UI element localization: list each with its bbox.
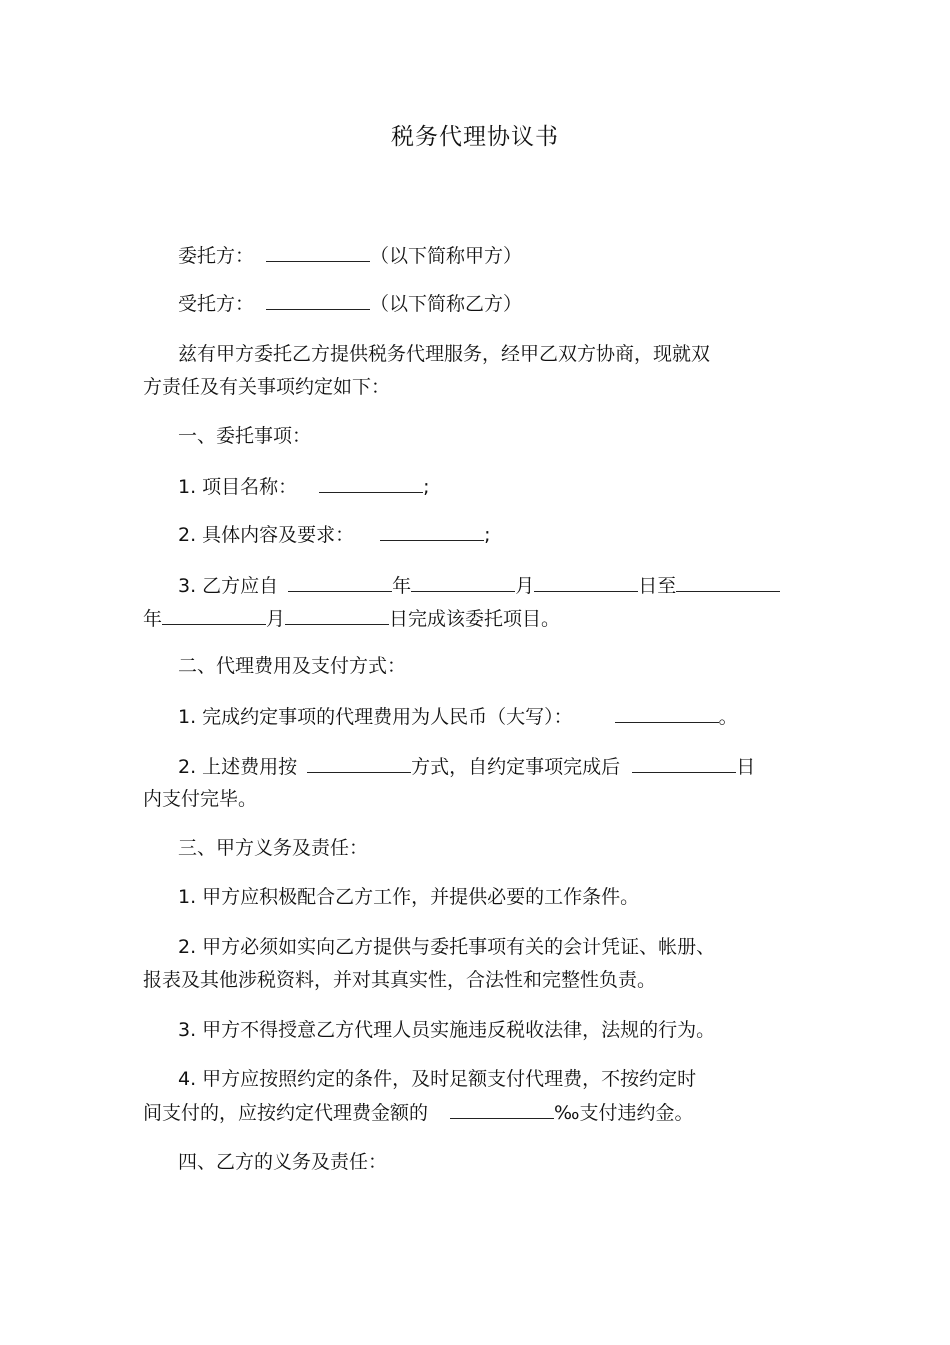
start-day-blank[interactable] bbox=[534, 573, 638, 592]
client-line: 委托方： （以下简称甲方） bbox=[178, 245, 523, 267]
intro-line-1: 兹有甲方委托乙方提供税务代理服务，经甲乙双方协商，现就双 bbox=[178, 343, 711, 365]
content-blank[interactable] bbox=[380, 522, 484, 541]
end-day-blank[interactable] bbox=[285, 606, 389, 625]
start-year-blank[interactable] bbox=[288, 573, 392, 592]
section-3-item-1: 1. 甲方应积极配合乙方工作，并提供必要的工作条件。 bbox=[178, 886, 640, 908]
section-3-item-2-b: 报表及其他涉税资料，并对其真实性，合法性和完整性负责。 bbox=[143, 969, 657, 991]
section-2-item-2-a: 2. 上述费用按 方式，自约定事项完成后 日 bbox=[178, 756, 756, 778]
payment-days-blank[interactable] bbox=[632, 754, 736, 773]
end-month-blank[interactable] bbox=[162, 606, 266, 625]
section-1-item-2: 2. 具体内容及要求： ; bbox=[178, 524, 491, 546]
agent-blank[interactable] bbox=[266, 291, 370, 310]
section-3-item-4-a: 4. 甲方应按照约定的条件，及时足额支付代理费，不按约定时 bbox=[178, 1068, 697, 1090]
project-name-blank[interactable] bbox=[319, 474, 423, 493]
end-year-blank[interactable] bbox=[676, 573, 780, 592]
section-3-item-2-a: 2. 甲方必须如实向乙方提供与委托事项有关的会计凭证、帐册、 bbox=[178, 936, 716, 958]
section-3-item-4-b: 间支付的，应按约定代理费金额的 ‰支付违约金。 bbox=[143, 1102, 694, 1124]
section-2-heading: 二、代理费用及支付方式： bbox=[178, 655, 407, 677]
section-4-heading: 四、乙方的义务及责任： bbox=[178, 1151, 388, 1173]
section-3-item-3: 3. 甲方不得授意乙方代理人员实施违反税收法律，法规的行为。 bbox=[178, 1019, 716, 1041]
penalty-rate-blank[interactable] bbox=[450, 1100, 554, 1119]
section-2-item-2-b: 内支付完毕。 bbox=[143, 788, 258, 810]
document-title: 税务代理协议书 bbox=[391, 124, 559, 150]
start-month-blank[interactable] bbox=[411, 573, 515, 592]
intro-line-2: 方责任及有关事项约定如下： bbox=[143, 376, 391, 398]
section-1-item-1: 1. 项目名称： ; bbox=[178, 476, 430, 498]
fee-amount-blank[interactable] bbox=[615, 704, 719, 723]
payment-method-blank[interactable] bbox=[307, 754, 411, 773]
client-blank[interactable] bbox=[266, 243, 370, 262]
section-1-item-3-b: 年 月 日完成该委托项目。 bbox=[143, 608, 561, 630]
section-2-item-1: 1. 完成约定事项的代理费用为人民币（大写）： 。 bbox=[178, 706, 738, 728]
section-1-item-3-a: 3. 乙方应自 年 月 日至 bbox=[178, 573, 780, 598]
section-1-heading: 一、委托事项： bbox=[178, 425, 312, 447]
agent-line: 受托方： （以下简称乙方） bbox=[178, 293, 523, 315]
section-3-heading: 三、甲方义务及责任： bbox=[178, 837, 369, 859]
